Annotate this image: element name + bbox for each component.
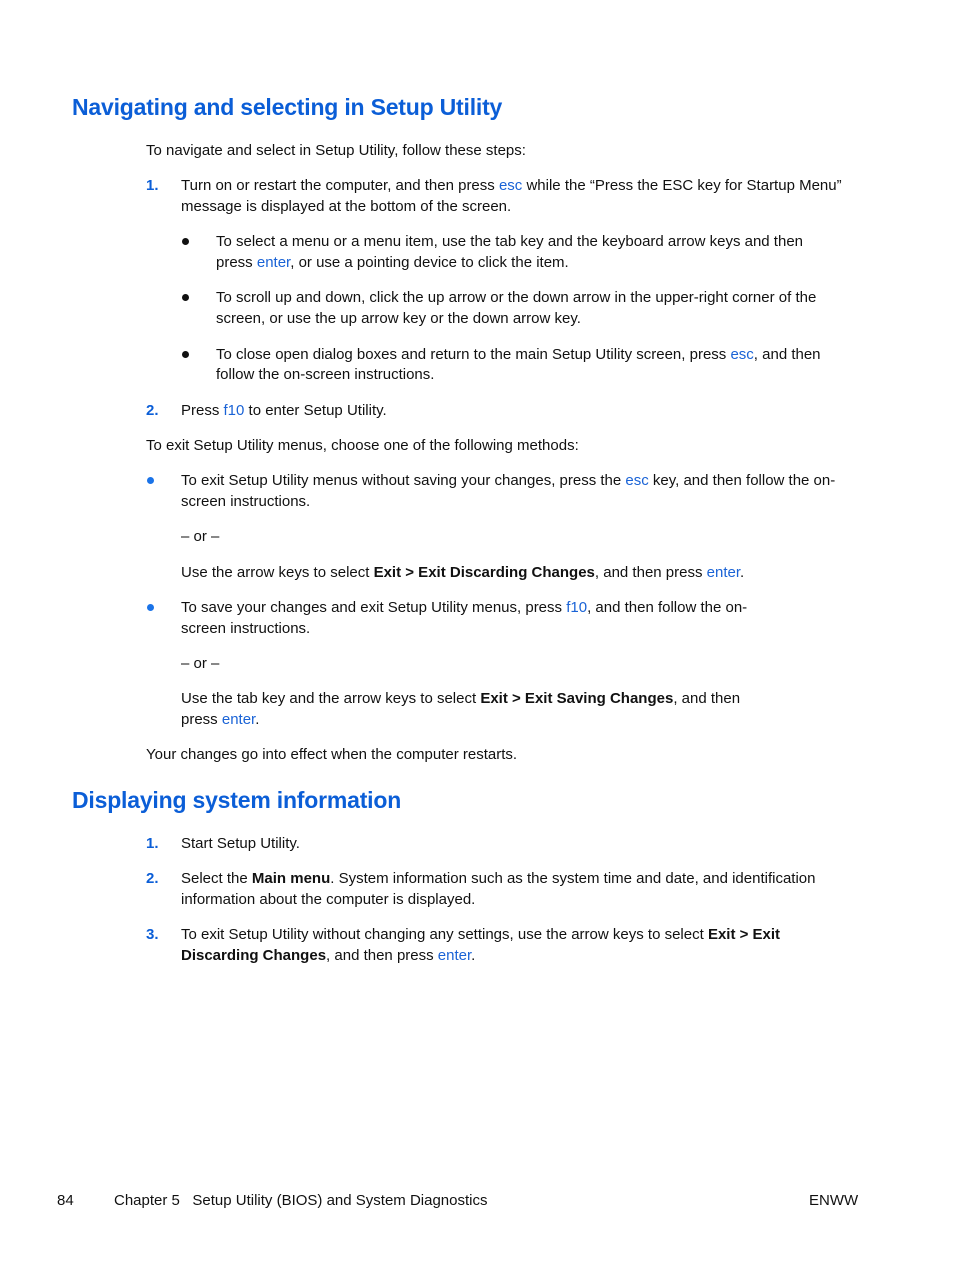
step-text: Turn on or restart the computer, and then press esc while the “Press the ESC key for Startup Menu” xyxy=(181,177,842,194)
step-text: To exit Setup Utility without changing any settings, use the arrow keys to select Exit > Exit xyxy=(181,926,781,943)
bullet-text: To save your changes and exit Setup Utility menus, press f10, and then follow the on- xyxy=(181,599,748,616)
or-separator: – or – xyxy=(181,528,220,545)
step-number: 1. xyxy=(146,835,159,852)
footer-right-label: ENWW xyxy=(809,1192,859,1209)
key-enter: enter xyxy=(706,564,741,581)
alt-text: Use the tab key and the arrow keys to select Exit > Exit Saving Changes, and then xyxy=(181,690,741,707)
step-text: Start Setup Utility. xyxy=(181,835,300,852)
key-enter: enter xyxy=(437,947,472,964)
bullet-text: To exit Setup Utility menus without saving your changes, press the esc key, and then follow the on- xyxy=(181,472,836,489)
bullet-text: press enter, or use a pointing device to click the item. xyxy=(216,254,569,271)
chapter-title: Chapter 5 Setup Utility (BIOS) and System Diagnostics xyxy=(114,1192,488,1209)
exit-intro-text: To exit Setup Utility menus, choose one of the following methods: xyxy=(146,437,579,454)
bullet-icon xyxy=(182,351,189,358)
key-f10: f10 xyxy=(223,402,245,419)
page-number: 84 xyxy=(57,1192,74,1209)
step-number: 2. xyxy=(146,402,159,419)
bullet-icon xyxy=(147,604,154,611)
bullet-icon xyxy=(147,477,154,484)
or-separator: – or – xyxy=(181,655,220,672)
step-number: 2. xyxy=(146,870,159,887)
key-esc: esc xyxy=(498,177,523,194)
step-text: information about the computer is displayed. xyxy=(181,891,476,908)
key-f10: f10 xyxy=(566,599,588,616)
bullet-text: To scroll up and down, click the up arrow or the down arrow in the upper-right corner of the xyxy=(216,289,817,306)
key-enter: enter xyxy=(221,711,256,728)
alt-text: press enter. xyxy=(181,711,260,728)
bullet-text: screen instructions. xyxy=(181,493,311,510)
bullet-text: To close open dialog boxes and return to the main Setup Utility screen, press esc, and then xyxy=(216,346,821,363)
key-esc: esc xyxy=(625,472,649,489)
bullet-text: screen, or use the up arrow key or the down arrow key. xyxy=(216,310,581,327)
step-number: 3. xyxy=(146,926,159,943)
step-text: Select the Main menu. System information such as the system time and date, and identification xyxy=(181,870,816,887)
intro-text: To navigate and select in Setup Utility, follow these steps: xyxy=(146,142,526,159)
bullet-icon xyxy=(182,294,189,301)
bullet-icon xyxy=(182,238,189,245)
bullet-text: follow the on-screen instructions. xyxy=(216,366,435,383)
heading-displaying: Displaying system information xyxy=(72,787,402,813)
bullet-text: screen instructions. xyxy=(181,620,311,637)
key-esc: esc xyxy=(730,346,754,363)
alt-text: Use the arrow keys to select Exit > Exit Discarding Changes, and then press enter. xyxy=(181,564,745,581)
key-enter: enter xyxy=(256,254,291,271)
step-number: 1. xyxy=(146,177,159,194)
outro-text: Your changes go into effect when the computer restarts. xyxy=(146,746,518,763)
step-text: message is displayed at the bottom of the screen. xyxy=(181,198,512,215)
bullet-text: To select a menu or a menu item, use the tab key and the keyboard arrow keys and then xyxy=(216,233,803,250)
step-text: Press f10 to enter Setup Utility. xyxy=(181,402,387,419)
step-text: Discarding Changes, and then press enter. xyxy=(181,947,476,964)
heading-navigating: Navigating and selecting in Setup Utility xyxy=(72,94,503,120)
